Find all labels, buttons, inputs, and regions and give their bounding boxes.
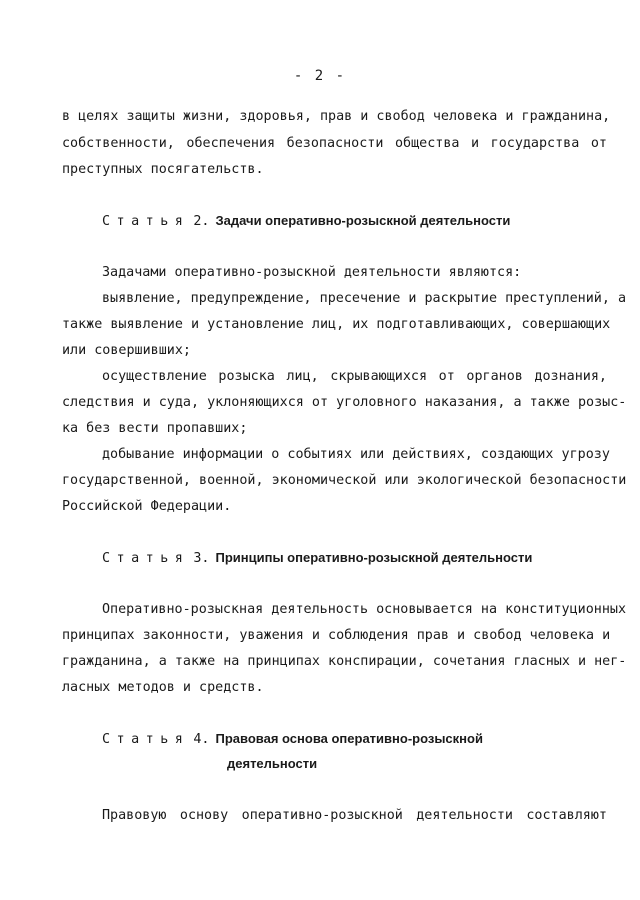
page-number: - 2 -	[293, 68, 347, 84]
article-2-line-6: следствия и суда, уклоняющихся от уголовного наказания, а также розыс-	[62, 395, 627, 410]
article-2-line-3: также выявление и установление лиц, их подготавливающих, совершающих	[62, 317, 611, 332]
article-2-line-4: или совершивших;	[62, 343, 191, 358]
article-2-line-9: государственной, военной, экономической или экологической безопасности	[62, 473, 627, 488]
article-4-word: Статья	[102, 732, 190, 747]
article-4-number: 4.	[193, 732, 210, 747]
intro-line-2: собственности, обеспечения безопасности общества и государства от	[62, 136, 607, 151]
article-2-line-10: Российской Федерации.	[62, 499, 232, 514]
article-2-title: Задачи оперативно-розыскной деятельности	[215, 213, 511, 228]
article-4-line-1: Правовую основу оперативно-розыскной деятельности составляют	[102, 808, 607, 823]
article-3-line-3: гражданина, а также на принципах конспирации, сочетания гласных и нег-	[62, 654, 627, 669]
article-3-line-4: ласных методов и средств.	[62, 680, 264, 695]
article-2-word: Статья	[102, 214, 190, 229]
intro-line-1: в целях защиты жизни, здоровья, прав и свобод человека и гражданина,	[62, 109, 611, 124]
article-2-line-2: выявление, предупреждение, пресечение и раскрытие преступлений, а	[102, 291, 627, 306]
article-4-title-line-2: деятельности	[227, 756, 318, 771]
article-2-line-8: добывание информации о событиях или действиях, создающих угрозу	[102, 447, 610, 462]
article-4-title-line-1: Правовая основа оперативно-розыскной	[215, 731, 483, 746]
article-3-title: Принципы оперативно-розыскной деятельности	[215, 550, 533, 565]
article-2-heading	[102, 212, 510, 231]
article-3-word: Статья	[102, 551, 190, 566]
article-2-number: 2.	[193, 214, 210, 229]
article-3-number: 3.	[193, 551, 210, 566]
article-4-heading	[102, 730, 483, 749]
article-2-line-1: Задачами оперативно-розыскной деятельности являются:	[102, 265, 522, 280]
article-3-heading	[102, 549, 532, 568]
intro-line-3: преступных посягательств.	[62, 162, 264, 177]
article-2-line-5: осуществление розыска лиц, скрывающихся от органов дознания,	[102, 369, 607, 384]
article-3-line-2: принципах законности, уважения и соблюдения прав и свобод человека и	[62, 628, 611, 643]
article-2-line-7: ка без вести пропавших;	[62, 421, 248, 436]
article-3-line-1: Оперативно-розыскная деятельность основывается на конституционных	[102, 602, 627, 617]
